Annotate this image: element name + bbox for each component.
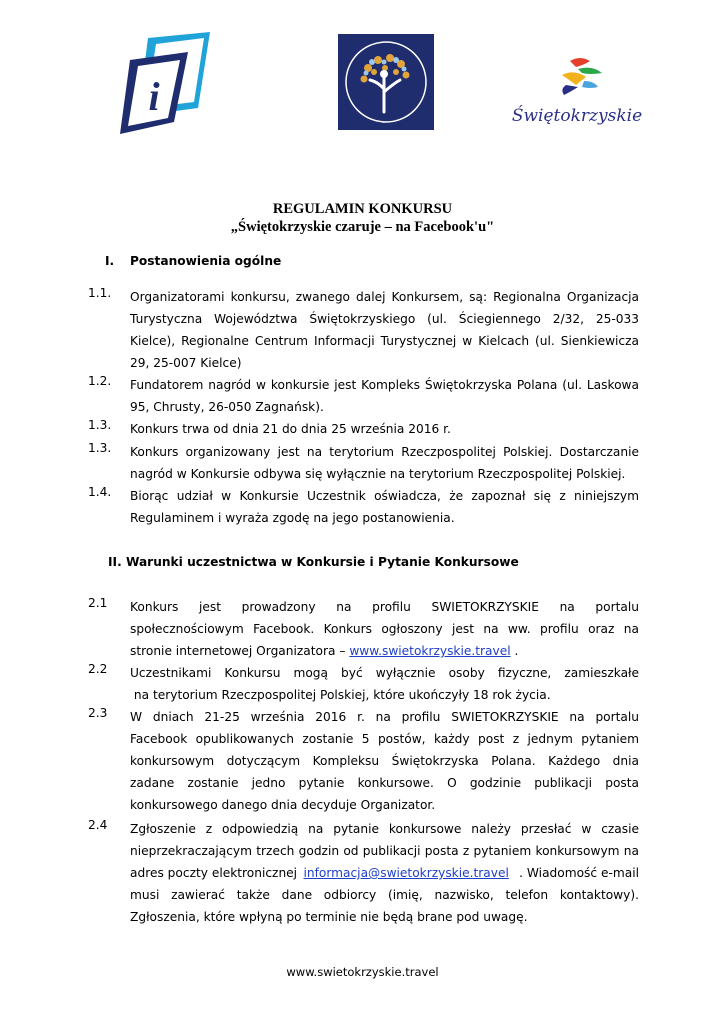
item-line: musi zawierać także dane odbiorcy (imię, nazwisko, telefon kontaktowy).: [130, 888, 639, 902]
section-2-title: Warunki uczestnictwa w Konkursie i Pytanie Konkursowe: [125, 555, 519, 569]
item-line: W dniach 21-25 września 2016 r. na profilu SWIETOKRZYSKIE na portalu: [130, 710, 639, 724]
item-line-text: adres poczty elektronicznej: [130, 866, 298, 880]
item-number: 2.3: [88, 706, 108, 720]
website-link[interactable]: www.swietokrzyskie.travel: [349, 644, 511, 658]
item-line: konkursowego danego dnia decyduje Organizator.: [130, 798, 436, 812]
section-2-heading: [108, 555, 519, 569]
item-line: Turystyczna Województwa Świętokrzyskiego (ul. Ściegiennego 2/32, 25-033: [130, 312, 639, 326]
item-number: 2.4: [88, 818, 108, 832]
section-2-number: II.: [108, 555, 122, 569]
item-line: zadane zostanie jedno pytanie konkursowe. O godzinie publikacji posta: [130, 776, 639, 790]
document-title: REGULAMIN KONKURSU: [272, 201, 453, 217]
swietokrzyskie-logo-text: Świętokrzyskie: [512, 106, 642, 126]
item-line: Zgłoszenie z odpowiedzią na pytanie konkursowe należy przesłać w czasie: [130, 822, 639, 836]
item-line: 95, Chrusty, 26-050 Zagnańsk).: [130, 400, 324, 414]
item-line: nieprzekraczającym trzech godzin od publikacji posta z pytaniem konkursowym na: [130, 844, 639, 858]
item-line-text: . Wiadomość e-mail: [515, 866, 639, 880]
item-number: 1.3.: [88, 441, 112, 455]
section-1-heading: [105, 254, 282, 268]
email-link[interactable]: informacja@swietokrzyskie.travel: [303, 866, 509, 880]
item-line: Zgłoszenia, które wpłyną po terminie nie będą brane pod uwagę.: [130, 910, 528, 924]
item-number: 2.1: [88, 596, 108, 610]
item-line: konkursowym dotyczącym Kompleksu Świętokrzyska Polana. Każdego dnia: [130, 754, 639, 768]
item-line-text: .: [510, 644, 519, 658]
item-line: [130, 862, 639, 884]
item-line: Fundatorem nagród w konkursie jest Kompleks Świętokrzyska Polana (ul. Laskowa: [130, 378, 639, 392]
item-number: 1.3.: [88, 418, 112, 432]
item-line: społecznościowym Facebook. Konkurs ogłoszony jest na ww. profilu oraz na: [130, 622, 639, 636]
tree-logo: [338, 34, 434, 130]
item-number: 1.2.: [88, 374, 112, 388]
info-logo: [116, 30, 212, 136]
item-line: na terytorium Rzeczpospolitej Polskiej, które ukończyły 18 rok życia.: [130, 688, 551, 702]
item-line: [130, 640, 639, 662]
item-line: Regulaminem i wyraża zgodę na jego postanowienia.: [130, 511, 455, 525]
item-line: Konkurs trwa od dnia 21 do dnia 25 września 2016 r.: [130, 422, 451, 436]
item-line: Biorąc udział w Konkursie Uczestnik oświadcza, że zapoznał się z niniejszym: [130, 489, 639, 503]
section-1-number: I.: [105, 254, 115, 268]
item-line: 29, 25-007 Kielce): [130, 356, 242, 370]
document-subtitle: „Świętokrzyskie czaruje – na Facebook'u": [230, 219, 495, 235]
item-number: 2.2: [88, 662, 108, 676]
item-number: 1.1.: [88, 286, 112, 300]
item-line: Kielce), Regionalne Centrum Informacji Turystycznej w Kielcach (ul. Sienkiewicza: [130, 334, 639, 348]
section-1-title: Postanowienia ogólne: [130, 254, 282, 268]
item-line: Konkurs jest prowadzony na profilu SWIETOKRZYSKIE na portalu: [130, 600, 639, 614]
item-number: 1.4.: [88, 485, 112, 499]
swietokrzyskie-logo: [512, 55, 642, 131]
item-line: Organizatorami konkursu, zwanego dalej Konkursem, są: Regionalna Organizacja: [130, 290, 639, 304]
item-line-text: stronie internetowej Organizatora –: [130, 644, 350, 658]
item-line: Facebook opublikowanych zostanie 5 postów, każdy post z jednym pytaniem: [130, 732, 639, 746]
info-logo-letter: i: [148, 74, 160, 119]
footer-url: www.swietokrzyskie.travel: [286, 965, 439, 979]
item-line: Konkurs organizowany jest na terytorium Rzeczpospolitej Polskiej. Dostarczanie: [130, 445, 639, 459]
item-line: Uczestnikami Konkursu mogą być wyłącznie osoby fizyczne, zamieszkałe: [130, 666, 639, 680]
item-line: nagród w Konkursie odbywa się wyłącznie na terytorium Rzeczpospolitej Polskiej.: [130, 467, 626, 481]
